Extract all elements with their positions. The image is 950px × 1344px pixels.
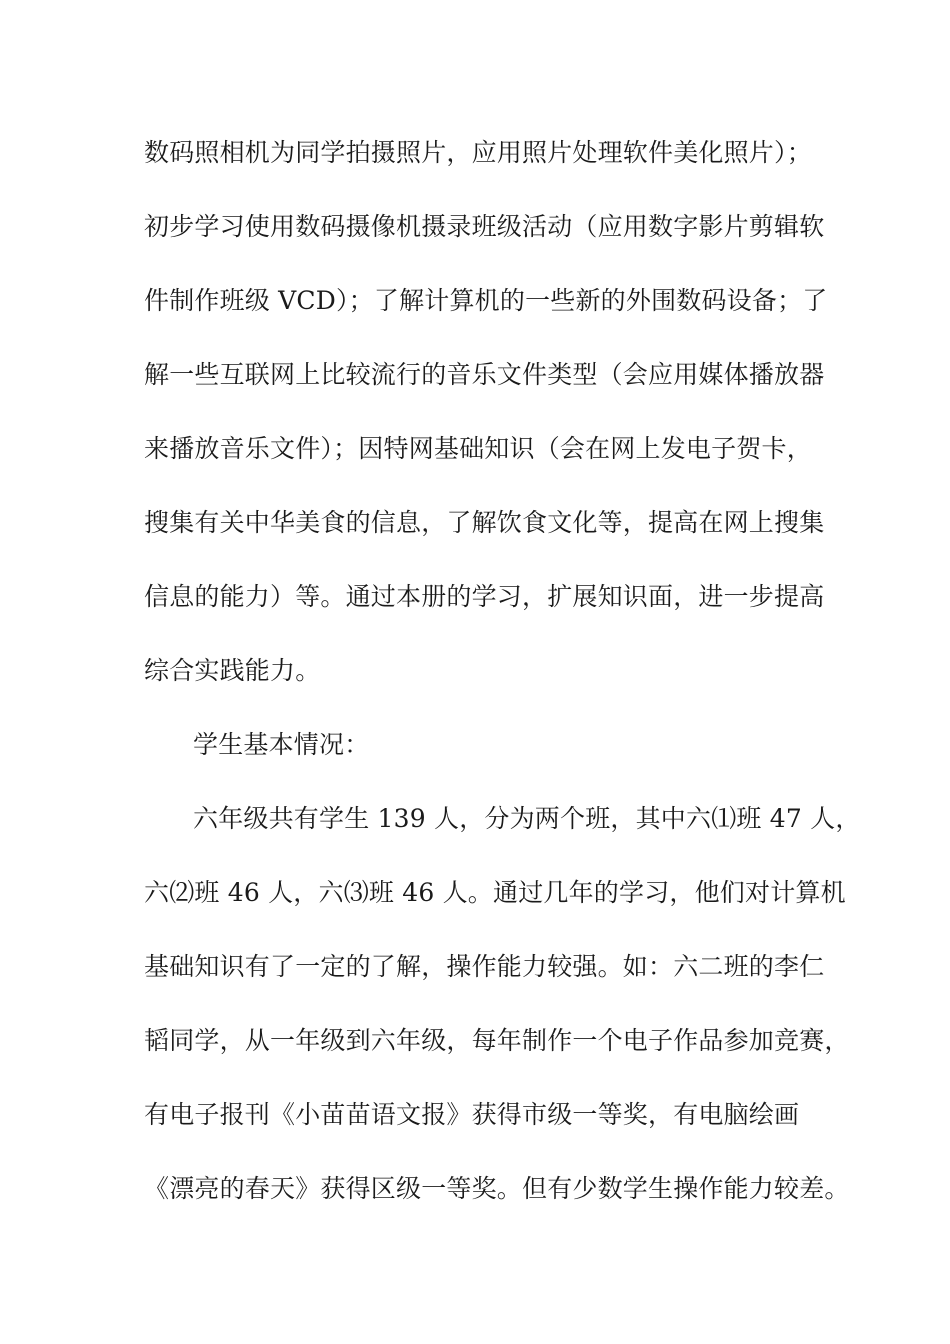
paragraph-line: 六⑵班 46 人，六⑶班 46 人。通过几年的学习，他们对计算机 <box>144 878 846 907</box>
section-heading: 学生基本情况： <box>193 730 370 759</box>
paragraph-line: 解一些互联网上比较流行的音乐文件类型（会应用媒体播放器 <box>144 360 825 389</box>
paragraph-line: 信息的能力）等。通过本册的学习，扩展知识面，进一步提高 <box>144 582 825 611</box>
paragraph-line: 韬同学，从一年级到六年级，每年制作一个电子作品参加竞赛， <box>144 1026 850 1055</box>
paragraph-line: 综合实践能力。 <box>144 656 321 685</box>
paragraph-line: 基础知识有了一定的了解，操作能力较强。如：六二班的李仁 <box>144 952 825 981</box>
paragraph-line: 搜集有关中华美食的信息，了解饮食文化等，提高在网上搜集 <box>144 508 825 537</box>
paragraph-line: 六年级共有学生 139 人，分为两个班，其中六⑴班 47 人， <box>193 804 861 833</box>
paragraph-line: 《漂亮的春天》获得区级一等奖。但有少数学生操作能力较差。 <box>144 1174 850 1203</box>
paragraph-line: 件制作班级 VCD）；了解计算机的一些新的外围数码设备；了 <box>144 286 828 315</box>
paragraph-line: 来播放音乐文件）；因特网基础知识（会在网上发电子贺卡， <box>144 434 812 463</box>
paragraph-line: 数码照相机为同学拍摄照片，应用照片处理软件美化照片）； <box>144 138 812 167</box>
paragraph-line: 初步学习使用数码摄像机摄录班级活动（应用数字影片剪辑软 <box>144 212 825 241</box>
paragraph-line: 有电子报刊《小苗苗语文报》获得市级一等奖，有电脑绘画 <box>144 1100 800 1129</box>
